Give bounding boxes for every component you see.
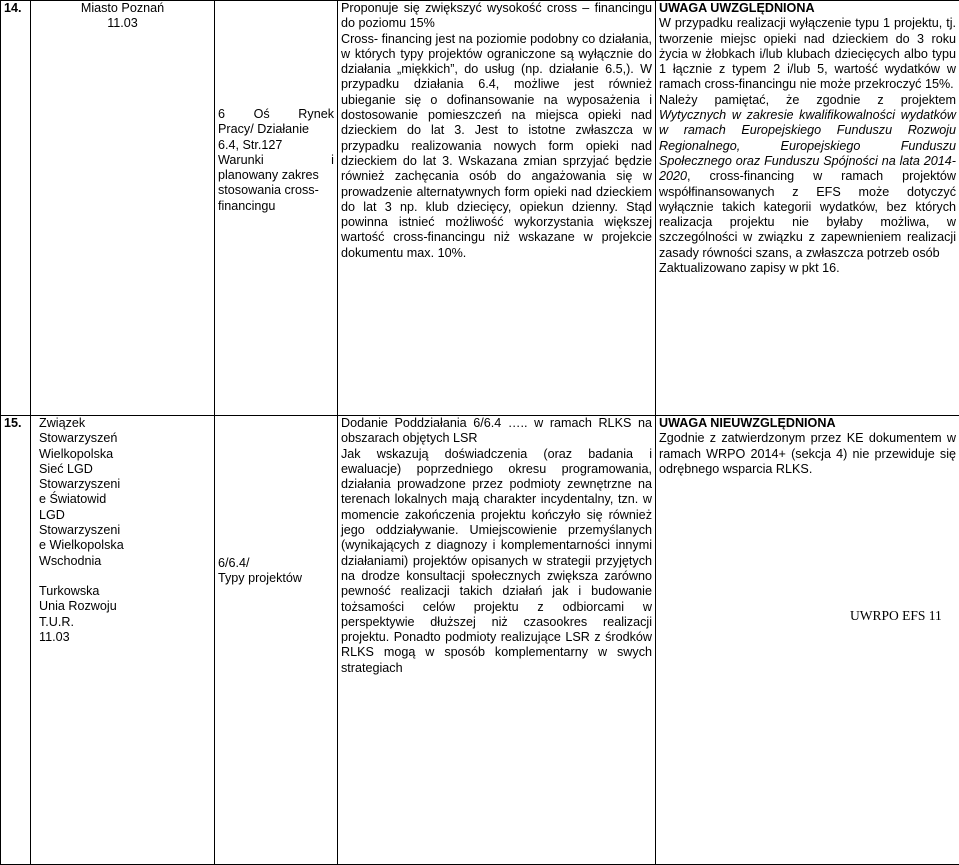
- row-number: 14.: [1, 1, 31, 416]
- response-text: W przypadku realizacji wyłączenie typu 1 projektu, tj. tworzenie miejsc opieki nad dzieckiem do 3 roku życia w żłobkach i/lub klubach dziecięcych albo typu 1 łącznie z typem 2 i/lub 5, wartość wydatków w ramach cross-financingu nie może przekroczyć 15%.: [659, 16, 956, 92]
- justification-text: Cross- financing jest na poziomie podobny co działania, w których typy projektów ograniczone są wyłącznie do działania „miękkich”, do usług (np. działanie 6.5,). W przypadku działania 6.4, możliwe jest również ubieganie się o dofinansowanie na wyposażenia i dostosowanie pomieszczeń na miejsca opieki nad dzieckiem do lat 3. Jest to istotne zwłaszcza w przypadku realizowania nowych form opieki nad dzieckiem do lat 3. Wskazana zmian sprzyjać będzie również zachęcania osób do angażowania się w prowadzenie alternatywnych form opieki nad dzieckiem do lat 3 np. klub dziecięcy, opiekun dzienny. Stąd powinna istnieć możliwość wykorzystania większej wartość cross-financingu niż wskazane w projekcie dokumentu max. 10%.: [341, 32, 652, 261]
- row-number: 15.: [1, 416, 31, 865]
- submitter-line: Stowarzyszeni: [39, 523, 211, 538]
- submitter-line: T.U.R.: [39, 615, 211, 630]
- submitter-line: Wielkopolska: [39, 447, 211, 462]
- submitter-line: Wschodnia: [39, 554, 211, 569]
- submitter-date: 11.03: [34, 16, 211, 31]
- submitter-cell: [31, 416, 215, 865]
- ref-line: Warunki i: [218, 153, 334, 168]
- document-reference: [215, 1, 338, 416]
- response-text: Zgodnie z zatwierdzonym przez KE dokumentem w ramach WRPO 2014+ (sekcja 4) nie przewiduje się odrębnego wsparcia RLKS.: [659, 431, 956, 477]
- proposal-text: Proponuje się zwiększyć wysokość cross – financingu do poziomu 15%: [341, 1, 652, 32]
- ref-line: stosowania cross-: [218, 183, 334, 198]
- status-badge: UWAGA NIEUWZGLĘDNIONA: [659, 416, 956, 431]
- submitter-line: Turkowska: [39, 584, 211, 599]
- submitter-gap: [39, 569, 211, 584]
- response-note: Zaktualizowano zapisy w pkt 16.: [659, 261, 956, 276]
- table-row-15: [1, 416, 959, 865]
- submitter-line: Związek: [39, 416, 211, 431]
- response-cell: [656, 1, 959, 416]
- ref-line: planowany zakres: [218, 168, 334, 183]
- table-row-14: [1, 1, 959, 416]
- ref-line: 6 Oś Rynek: [218, 107, 334, 122]
- page-footer: UWRPO EFS 11: [850, 608, 942, 624]
- ref-line: Pracy/ Działanie: [218, 122, 334, 137]
- ref-line: Typy projektów: [218, 571, 334, 586]
- submitter-date: 11.03: [39, 630, 211, 645]
- ref-line: 6.4, Str.127: [218, 138, 334, 153]
- status-badge: UWAGA UWZGLĘDNIONA: [659, 1, 956, 16]
- document-reference: [215, 416, 338, 865]
- proposal-cell: [338, 416, 656, 865]
- submitter-name: Miasto Poznań: [34, 1, 211, 16]
- submitter-line: e Wielkopolska: [39, 538, 211, 553]
- submitter-line: LGD: [39, 508, 211, 523]
- ref-line: financingu: [218, 199, 334, 214]
- ref-line: 6/6.4/: [218, 556, 334, 571]
- submitter-line: Unia Rozwoju: [39, 599, 211, 614]
- proposal-text: Dodanie Poddziałania 6/6.4 ….. w ramach RLKS na obszarach objętych LSR: [341, 416, 652, 447]
- submitter-line: e Światowid: [39, 492, 211, 507]
- submitter-line: Sieć LGD: [39, 462, 211, 477]
- response-text: Należy pamiętać, że zgodnie z projektem Wytycznych w zakresie kwalifikowalności wydatków w ramach Europejskiego Funduszu Rozwoju Regionalnego, Europejskiego Funduszu Społecznego oraz Funduszu Spójności na lata 2014-2020, cross-financing w ramach projektów współfinansowanych z EFS może dotyczyć wyłącznie takich kategorii wydatków, bez których realizacja projektu nie byłaby możliwa, w szczególności w związku z zapewnieniem realizacji zasady równości szans, a zwłaszcza potrzeb osób: [659, 93, 956, 261]
- proposal-cell: [338, 1, 656, 416]
- submitter-cell: [31, 1, 215, 416]
- justification-text: Jak wskazują doświadczenia (oraz badania i ewaluacje) poprzedniego okresu programowania, działania prowadzone przez podmioty zewnętrzne na terenach lokalnych mają charakter incydentalny, tzn. w momencie zakończenia projektu kończyło się również jego oddziaływanie. Umiejscowienie przemyślanych (wynikających z diagnozy i komplementarności innymi działaniami) projektów opisanych w strategii przyjętych na drodze konsultacji społecznych zwiększa zarówno pewność realizacji takich działań jak i budowanie tożsamości celów projektu z odbiorcami w perspektywie dłuższej niż czasookres realizacji projektu. Ponadto podmioty realizujące LSR z środków RLKS mogą w sposób komplementarny w swych strategiach: [341, 447, 652, 676]
- submitter-line: Stowarzyszeń: [39, 431, 211, 446]
- response-cell: [656, 416, 959, 865]
- submitter-line: Stowarzyszeni: [39, 477, 211, 492]
